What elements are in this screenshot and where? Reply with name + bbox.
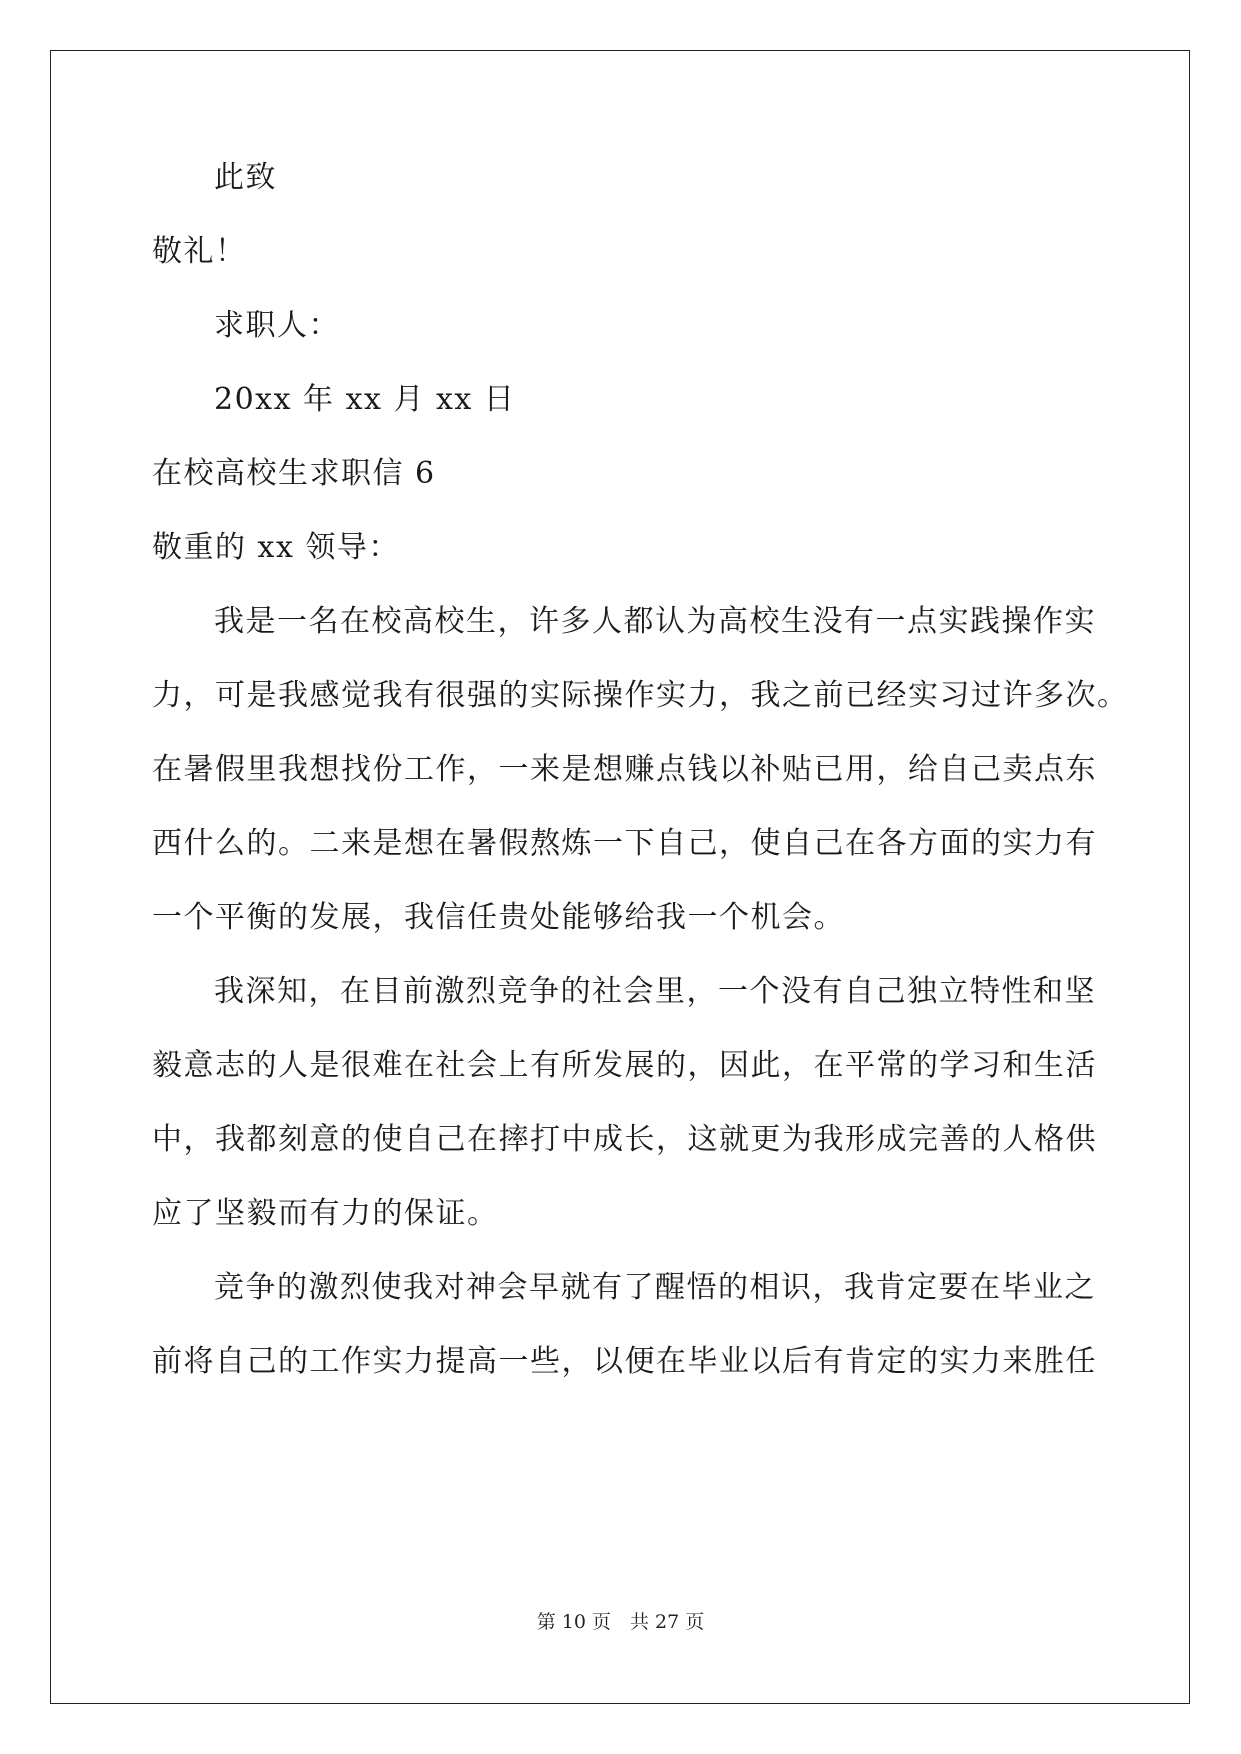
closing-salutation: 此致 xyxy=(214,160,277,195)
body-text-line: 我是一名在校高校生，许多人都认为高校生没有一点实践操作实 xyxy=(214,604,1096,639)
body-text-line: 前将自己的工作实力提高一些，以便在毕业以后有肯定的实力来胜任 xyxy=(152,1344,1097,1379)
body-text-line: 中，我都刻意的使自己在摔打中成长，这就更为我形成完善的人格供 xyxy=(152,1122,1097,1157)
letter-greeting: 敬重的 xx 领导： xyxy=(152,530,400,565)
body-text-line: 毅意志的人是很难在社会上有所发展的，因此，在平常的学习和生活 xyxy=(152,1048,1097,1083)
page-number-footer: 第 10 页 共 27 页 xyxy=(536,1611,705,1633)
closing-respect: 敬礼！ xyxy=(152,234,247,269)
body-text-line: 西什么的。二来是想在暑假熬炼一下自己，使自己在各方面的实力有 xyxy=(152,826,1097,861)
signature-label: 求职人： xyxy=(214,308,340,343)
body-text-line: 竞争的激烈使我对神会早就有了醒悟的相识，我肯定要在毕业之 xyxy=(214,1270,1096,1305)
letter-title: 在校高校生求职信 6 xyxy=(152,456,436,491)
body-text-line: 我深知，在目前激烈竞争的社会里，一个没有自己独立特性和坚 xyxy=(214,974,1096,1009)
body-text-line: 在暑假里我想找份工作，一来是想赚点钱以补贴已用，给自己卖点东 xyxy=(152,752,1097,787)
body-text-line: 力，可是我感觉我有很强的实际操作实力，我之前已经实习过许多次。 xyxy=(152,678,1129,713)
body-text-line: 一个平衡的发展，我信任贵处能够给我一个机会。 xyxy=(152,900,845,935)
page-border xyxy=(50,50,1190,1704)
date-line: 20xx 年 xx 月 xx 日 xyxy=(214,382,516,417)
body-text-line: 应了坚毅而有力的保证。 xyxy=(152,1196,499,1231)
